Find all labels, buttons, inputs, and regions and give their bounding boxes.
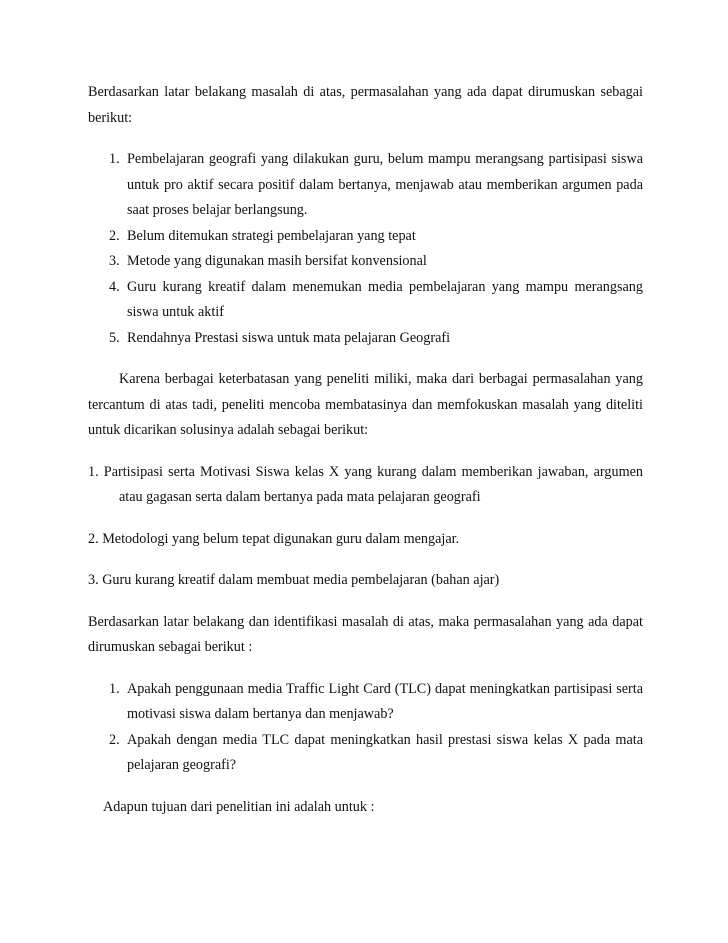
list-item xyxy=(88,677,643,728)
intro-paragraph: Berdasarkan latar belakang masalah di atas, permasalahan yang ada dapat dirumuskan sebagai berikut: xyxy=(88,84,643,126)
limitation-paragraph: Karena berbagai keterbatasan yang peneliti miliki, maka dari berbagai permasalahan yang tercantum di atas tadi, peneliti mencoba membatasinya dan memfokuskan masalah yang diteliti untuk dicarikan solusinya adalah sebagai berikut: xyxy=(88,371,643,438)
list-number: 1. xyxy=(109,151,120,167)
list-number: 2. xyxy=(109,227,120,244)
list-number: 2. xyxy=(109,731,120,748)
list-item-text: Apakah dengan media TLC dapat meningkatkan hasil prestasi siswa kelas X pada mata pelajaran geografi? xyxy=(127,731,643,773)
list-item xyxy=(88,249,643,275)
list-number: 1. xyxy=(109,680,120,697)
focus-item: 2. Metodologi yang belum tepat digunakan guru dalam mengajar. xyxy=(88,530,460,547)
formulation-paragraph: Berdasarkan latar belakang dan identifikasi masalah di atas, maka permasalahan yang ada dapat dirumuskan sebagai berikut : xyxy=(88,613,643,655)
list-item xyxy=(88,275,643,326)
question-list xyxy=(88,677,643,779)
list-number: 3. xyxy=(109,253,120,269)
list-item xyxy=(88,224,643,250)
focus-item: 1. Partisipasi serta Motivasi Siswa kelas X yang kurang dalam memberikan jawaban, argumen atau gagasan serta dalam bertanya pada mata pelajaran geografi xyxy=(88,463,643,505)
list-item-text: Metode yang digunakan masih bersifat konvensional xyxy=(127,253,427,269)
list-item xyxy=(88,147,643,224)
problem-list xyxy=(88,147,643,351)
list-item-text: Rendahnya Prestasi siswa untuk mata pelajaran Geografi xyxy=(127,329,451,346)
list-item xyxy=(88,326,643,352)
document-page xyxy=(88,80,643,820)
list-item-text: Guru kurang kreatif dalam menemukan media pembelajaran yang mampu merangsang siswa untuk aktif xyxy=(127,278,643,320)
list-number: 4. xyxy=(109,278,120,295)
list-number: 5. xyxy=(109,329,120,346)
list-item-text: Pembelajaran geografi yang dilakukan guru, belum mampu merangsang partisipasi siswa untuk pro aktif secara positif dalam bertanya, menjawab atau memberikan argumen pada saat proses belajar berlangsung. xyxy=(127,151,643,218)
list-item-text: Belum ditemukan strategi pembelajaran yang tepat xyxy=(127,227,416,244)
focus-item: 3. Guru kurang kreatif dalam membuat media pembelajaran (bahan ajar) xyxy=(88,572,500,588)
list-item-text: Apakah penggunaan media Traffic Light Card (TLC) dapat meningkatkan partisipasi serta motivasi siswa dalam bertanya dan menjawab? xyxy=(127,680,643,722)
purpose-line: Adapun tujuan dari penelitian ini adalah untuk : xyxy=(103,798,375,815)
list-item xyxy=(88,728,643,779)
